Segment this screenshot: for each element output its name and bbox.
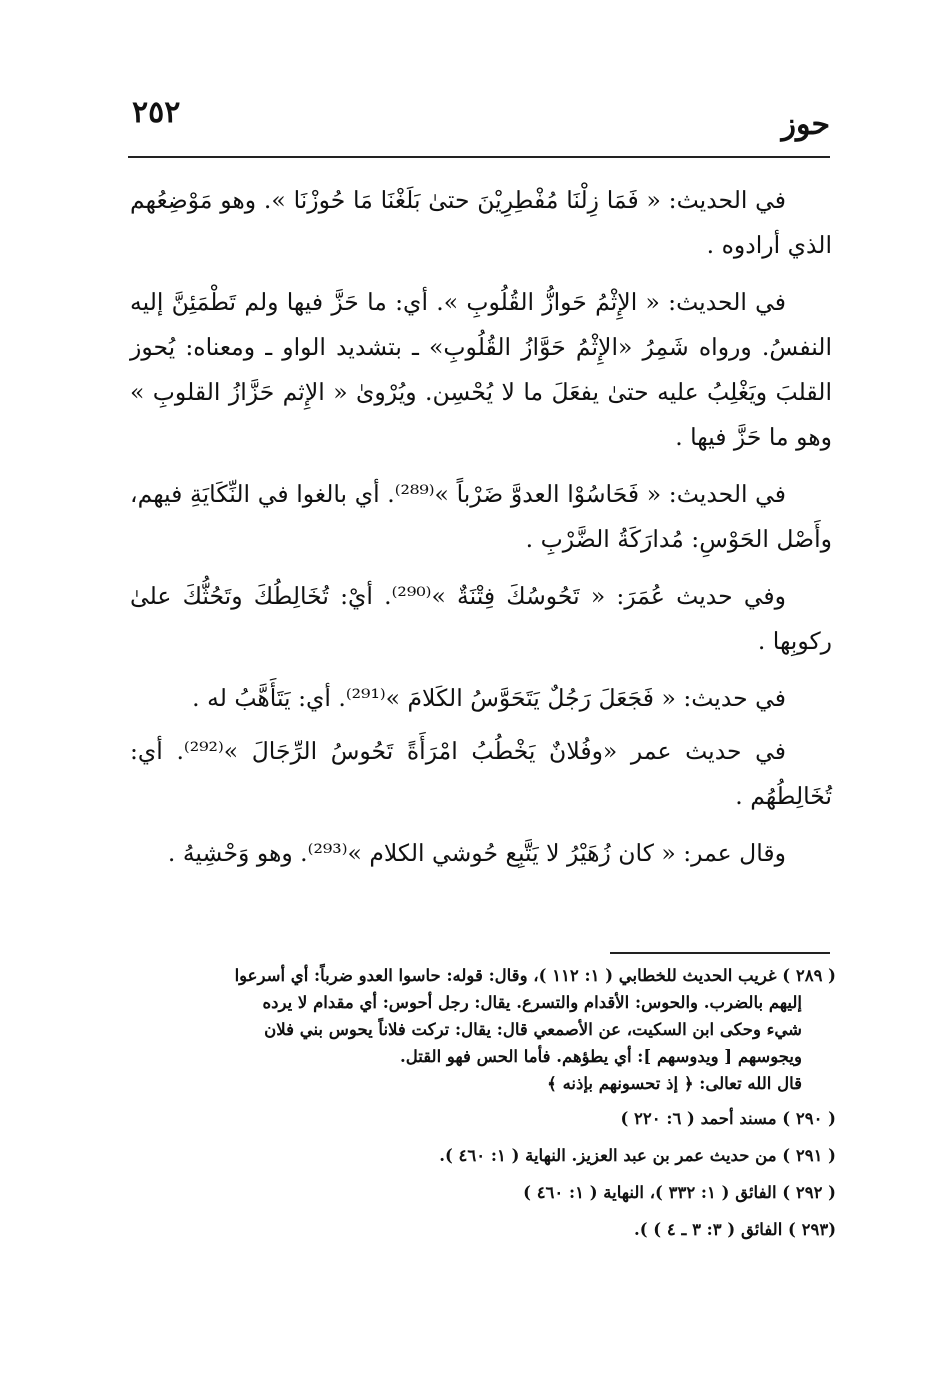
paragraph-1: في الحديث: « فَمَا زِلْنَا مُفْطِرِيْنَ حتىٰ بَلَغْنَا مَا حُوزْنَا ». وهو مَوْضِعُهم الذي أرادوه .: [130, 186, 832, 259]
paragraph-5: في حديث: « فَجَعَلَ رَجُلٌ يَتَحَوَّسُ الكَلامَ »⁽²⁹¹⁾. أي: يَتَأَهَّبُ له .: [192, 684, 786, 712]
footnote-separator: [610, 952, 830, 954]
footnote-289-line-5: قال الله تعالى: ﴿ إذ تحسونهم بإذنه ﴾: [547, 1074, 802, 1093]
page-header: [128, 95, 830, 155]
paragraph-3: في الحديث: « فَحَاسُوْا العدوَّ ضَرْباً »⁽²⁸⁹⁾. أي بالغوا في النِّكَايَةِ فيهم، وأَصْل الحَوْسِ: مُدارَكَةُ الضَّرْبِ .: [130, 480, 832, 553]
main-text: [130, 178, 832, 888]
footnote-289: [130, 962, 836, 1097]
footnote-290: ( ٢٩٠ ) مسند أحمد ( ٦: ٢٢٠ ): [620, 1109, 836, 1128]
paragraph-7: وقال عمر: « كان زُهَيْرُ لا يَتَّبِع حُوشي الكلام »⁽²⁹³⁾. وهو وَحْشِيهُ .: [167, 839, 786, 867]
footnote-291: ( ٢٩١ ) من حديث عمر بن عبد العزيز. النهاية ( ١: ٤٦٠ ).: [439, 1146, 836, 1165]
footnote-293: (٢٩٣ ) الفائق ( ٣: ٣ ـ ٤ ) ).: [634, 1220, 836, 1239]
footnote-289-line-1: ( ٢٨٩ ) غريب الحديث للخطابي ( ١: ١١٢ )، وقال: قوله: حاسوا العدو ضرباً: أي أسرعوا: [234, 966, 836, 985]
running-head: حوز: [781, 107, 830, 142]
paragraph-4: وفي حديث عُمَرَ: « تَحُوسُكَ فِتْنَةٌ »⁽²⁹⁰⁾. أيْ: تُخَالِطُكَ وتَحُثُّكَ علىٰ ركوبِها .: [130, 582, 832, 655]
page-number: ٢٥٢: [132, 95, 181, 130]
footnote-289-line-4: ويجوسهم [ ويدوسهم ]: أي يطؤهم. فأما الحس فهو القتل.: [399, 1047, 802, 1066]
footnote-289-line-3: شيء وحكى ابن السكيت، عن الأصمعي قال: يقال: تركت فلاناً يحوس بني فلان: [264, 1020, 802, 1039]
paragraph-6: في حديث عمر «وفُلانٌ يَخْطُبُ امْرَأَةً تَحُوسُ الرِّجَالَ »⁽²⁹²⁾. أي: تُخَالِطُهُم .: [130, 737, 832, 810]
paragraph-2: في الحديث: « الإِثْمُ حَوازُّ القُلُوبِ ». أي: ما حَزَّ فيها ولم تَطْمَئِنَّ إليه النفسُ. ورواه شَمِرُ «الإِثْمُ حَوَّازُ القُلُوبِ» ـ بتشديد الواو ـ ومعناه: يُحوز القلبَ ويَغْلِبُ عليه حتىٰ يفعَلَ ما لا يُحْسِن. ويُرْوىٰ « الإِثم حَزَّازُ القلوبِ » وهو ما حَزَّ فيها .: [130, 288, 832, 451]
footnotes: [130, 962, 836, 1253]
footnote-292: ( ٢٩٢ ) الفائق ( ١: ٣٣٢ )، النهاية ( ١: ٤٦٠ ): [523, 1183, 836, 1202]
header-rule: [128, 156, 830, 158]
footnote-289-line-2: إليهم بالضرب. والحوس: الأقدام والتسرع. يقال: رجل أحوس: أي مقدام لا يرده: [262, 993, 802, 1012]
